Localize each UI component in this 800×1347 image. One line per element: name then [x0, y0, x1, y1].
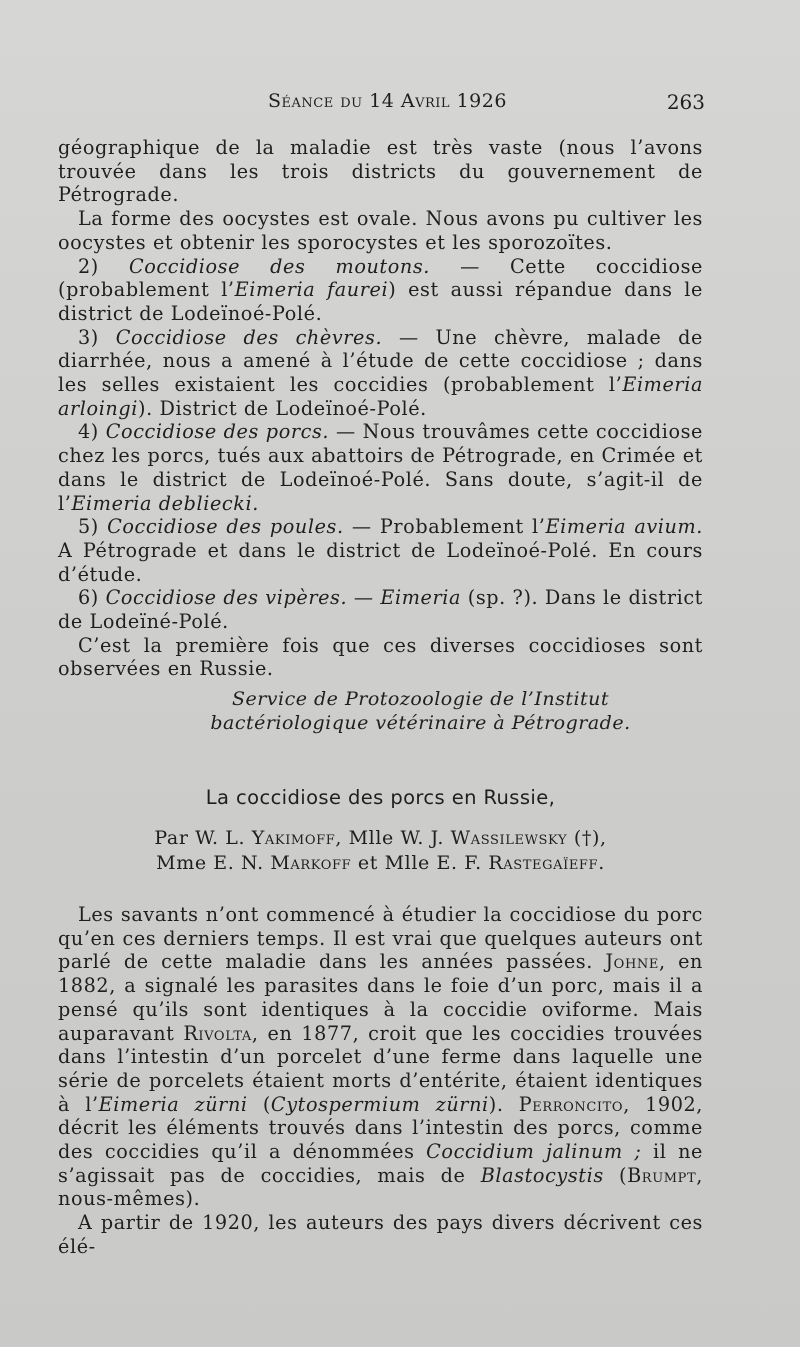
- paragraph: [58, 903, 703, 1211]
- text-run: géographique de la maladie est très vaste (nous l’avons trouvée dans les trois districts du gouvernement de Pétrograde.: [58, 136, 703, 207]
- text-run: (sp. ?). Dans le district de Lodeïné-Polé.: [58, 586, 703, 634]
- paragraph: [58, 207, 703, 254]
- text-run: ). District de Lodeïnoé-Polé.: [138, 396, 427, 420]
- author-prefix: Mme E. N.: [156, 852, 271, 874]
- page-number: 263: [666, 90, 705, 114]
- italic-text: Coccidiose des chèvres.: [115, 325, 383, 349]
- italic-text: Eimeria debliecki.: [71, 491, 259, 515]
- italic-text: Eimeria arloingi: [58, 373, 703, 420]
- paragraph: [58, 326, 703, 421]
- affiliation-line-1: Service de Protozoologie de l’Institut: [231, 688, 610, 711]
- small-caps-name: Perroncito: [518, 1092, 624, 1116]
- text-run: C’est la première fois que ces diverses coccidioses sont observées en Russie.: [58, 633, 703, 681]
- author-name: Markoff: [270, 852, 352, 874]
- text-run: —: [347, 586, 381, 610]
- italic-text: Coccidiose des porcs.: [105, 420, 330, 444]
- paragraph-group-2: [58, 903, 703, 1259]
- italic-text: Coccidiose des moutons.: [129, 254, 430, 278]
- paragraph: [58, 515, 703, 586]
- paragraph: [58, 1211, 703, 1258]
- author-prefix: Par W. L.: [154, 827, 252, 849]
- author-name: Wassilewsky: [450, 827, 568, 849]
- paragraph: [58, 136, 703, 207]
- italic-text: Eimeria faurei: [234, 278, 389, 302]
- small-caps-name: Brumpt: [627, 1163, 697, 1187]
- italic-text: Eimeria: [380, 586, 462, 610]
- paragraph-group-1: [58, 136, 703, 681]
- text-run: , en 1882, a signalé les parasites dans le foie d’un porc, mais il a pensé qu’ils sont identiques à la coccidie oviforme. Mais auparavant: [58, 950, 703, 1045]
- running-head: Séance du 14 Avril 1926: [268, 90, 507, 112]
- text-run: , 1902, décrit les éléments trouvés dans l’intestin des porcs, comme des coccidies qu’il a dénommées: [58, 1092, 704, 1164]
- text-run: , en 1877, croit que les coccidies trouvées dans l’intestin d’un porcelet d’une ferme dans laquelle une série de porcelets étaient morts d’entérite, étaient identiques à l’: [58, 1021, 703, 1116]
- text-run: (: [603, 1163, 628, 1187]
- italic-text: Eimeria avium.: [545, 515, 704, 539]
- text-run: — Probablement l’: [343, 515, 546, 539]
- italic-text: Eimeria zürni: [98, 1092, 248, 1116]
- text-run: A partir de 1920, les auteurs des pays divers décrivent ces élé-: [58, 1211, 703, 1258]
- text-run: A Pétrograde et dans le district de Lodeïnoé-Polé. En cours d’étude.: [58, 538, 703, 586]
- text-run: — Une chèvre, malade de diarrhée, nous a amené à l’étude de cette coccidiose ; dans les selles existaient les coccidies (probablement l’: [58, 325, 703, 397]
- article-title: La coccidiose des porcs en Russie,: [205, 786, 556, 809]
- text-run: — Nous trouvâmes cette coccidiose chez les porcs, tués aux abattoirs de Pétrograde, en Crimée et dans le district de Lodeïnoé-Polé. Sans doute, s’agit-il de l’: [58, 420, 703, 515]
- text-run: ) est aussi répandue dans le district de Lodeïnoé-Polé.: [58, 278, 703, 325]
- paragraph: [58, 634, 703, 681]
- text-run: 3): [78, 325, 116, 349]
- author-suffix: (†),: [567, 827, 607, 849]
- paragraph: [58, 586, 703, 633]
- text-run: Les savants n’ont commencé à étudier la coccidiose du porc qu’en ces derniers temps. Il est vrai que quelques auteurs ont parlé de cette maladie dans les années passées.: [58, 903, 703, 974]
- page-header: [60, 90, 705, 120]
- affiliation: [58, 687, 703, 735]
- italic-text: Coccidiose des vipères.: [105, 586, 348, 610]
- author-separator: et Mlle E. F.: [351, 852, 489, 874]
- text-run: 2): [78, 254, 129, 278]
- text-run: La forme des oocystes est ovale. Nous avons pu cultiver les oocystes et obtenir les sporocystes et les sporozoïtes.: [58, 207, 703, 254]
- text-run: 6): [78, 586, 106, 610]
- author-suffix: .: [598, 852, 605, 874]
- small-caps-name: Johne: [605, 950, 659, 974]
- italic-text: Cytospermium zürni: [270, 1092, 489, 1116]
- affiliation-line-2: bactériologique vétérinaire à Pétrograde.: [210, 712, 631, 735]
- author-list: [58, 826, 703, 876]
- author-name: Yakimoff: [251, 827, 336, 849]
- text-run: 5): [78, 515, 108, 539]
- italic-text: Coccidiose des poules.: [107, 515, 344, 539]
- text-run: — Cette coccidiose (probablement l’: [58, 254, 704, 302]
- text-run: 4): [78, 420, 106, 444]
- text-run: ).: [488, 1092, 519, 1116]
- text-run: (: [247, 1092, 271, 1116]
- author-separator: , Mlle W. J.: [335, 827, 451, 849]
- small-caps-name: Rivolta: [183, 1021, 252, 1045]
- author-line-1: [58, 826, 703, 851]
- italic-text: Coccidium jalinum ;: [426, 1140, 642, 1164]
- text-run: , nous-mêmes).: [58, 1163, 703, 1211]
- paragraph: [58, 255, 703, 326]
- author-name: Rastegaïeff: [488, 852, 599, 874]
- author-line-2: [58, 851, 703, 876]
- previous-article-conclusion: [58, 136, 703, 735]
- italic-text: Blastocystis: [480, 1163, 604, 1187]
- paragraph: [58, 420, 703, 515]
- text-run: il ne s’agissait pas de coccidies, mais de: [58, 1140, 703, 1187]
- article-body: [58, 903, 703, 1259]
